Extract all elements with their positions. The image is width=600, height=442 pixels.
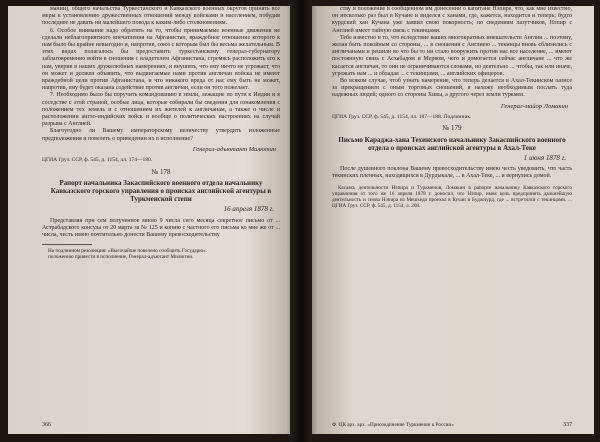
left-text-column xyxy=(42,6,280,261)
document-title: Письмо Караджа-хана Техинского начальнику Закаспийского военного отдела о происках английской агентуры в Ахал-Теке xyxy=(338,135,566,152)
left-paragraph: Представляя при сем полученное мною 9 числа сего месяца секретное письмо от ... Астрабадского консула от 20 марта за № 125 и копию с частного его письма ко мне же от ... числа, честь имею почтительно донести Вашему превосходительству xyxy=(42,217,280,238)
right-page-footer xyxy=(332,422,572,428)
document-signature: Генерал-адъютант Милютин xyxy=(192,145,276,153)
right-paragraph: Во всяком случае, чтоб узнать намерение, что теперь делается в Ахал-Текинском оазисе за прекращением с оным торговых сношений, я нахожу необходимым послать туда надежных людей; одного со стороны Хивы, а другого через земли туркмен. xyxy=(332,78,572,99)
left-page xyxy=(8,6,298,434)
page-number: 366 xyxy=(42,422,51,428)
left-page-footer xyxy=(42,422,280,428)
book-spine-gutter xyxy=(290,0,312,442)
left-paragraph: 6. Особое внимание надо обратить на то, чтобы принимаемые военные движения не сделали неблагоприятного впечатления на Афганистан, враждебное отношение которого к нам было бы крайне невыгодно и, напротив, союз с которым был бы весьма желательным. В этих видах полагалось бы предоставить туркестанскому генерал-губернатору заблаговременно войти в сношения с владетелем Афганистана, стремясь расположить его к нам, уверив в наших дружелюбных намерениях, и внушить, что ему ничто не угрожает, что он может и должен объявить, что выдвигаемые нами против англичан войска не имеют враждебной цели против Афганистана, и что никакого вреда от нас ему быть не может, напротив, ему будет оказана содействие против англичан, если он того пожелает. xyxy=(42,27,280,92)
document-number: № 178 xyxy=(151,167,171,176)
document-number: № 179 xyxy=(442,124,462,133)
right-paragraph: После душевного поклона Вашему превосходительству имею честь уведомить, что часть текинских пленных, находящихся в Дурдыкале, ... в Ахал-Теке, ... и вернулись домой. xyxy=(332,166,572,180)
left-paragraph: Благоугодно ли Вашему императорскому величеству утвердить изложенные предположения и повелеть о приведении их в исполнение? xyxy=(42,128,280,142)
document-title: Рапорт начальника Закаспийского военного отдела начальнику Кавказского горского управления о происках английской агентуры в Туркменской степи xyxy=(50,178,272,204)
footnote: На подлинном резолюция: «Высочайше повелено сообщить Государю». xyxy=(48,248,207,255)
document-signature: Генерал-майор Ломакин xyxy=(500,102,568,110)
document-date: 16 апреля 1878 г. xyxy=(223,205,274,214)
footnote: положению привести в исполнение, Генерал-адъютант Милютин. xyxy=(48,254,194,261)
footnote: Касаясь деятельности Нэпира и Туркменов, Ломакин в рапорте начальнику Кавказского горского управления от того же 16 апреля 1878 г. доносил, что Нэпир, имея цель предпринять дальнейшую деятельность и снова Нэпира из Мешхеда проехал в Кучан и Буджнурд, где ... встретился с текинцами. ... ЦГИА Груз. ССР, ф. 545, д. 1154, л. 208. xyxy=(332,184,572,210)
archive-source: ЦГИА Груз. ССР, ф. 545, д. 1154, лл. 187—188. Подлинник. xyxy=(332,113,472,120)
right-paragraph: ству и положение в сообщенном им донесении о капитане Нэпире, что, как мне известно, он несколько раз был в Кучане и виделся с ханами, где, кажется, находится и теперь; будто курдский хан Кучана уже заявил свою покорность; по сведениям лазутчиков, Нэпир с Англией имеет тайную связь с текинцами. xyxy=(332,6,572,34)
left-paragraph: 7. Необходимо было бы поручить командованию в земли, лежащие по пути к Индии и в соседстве с этой страной, особые лица, которые собирали бы сведения для ознакомления с положением тех земель и с отношением их жителей к англичанам, а также о числе и расположении англо-индийских войск и вообще о политических настроениях на случай разрыва с Англией. xyxy=(42,92,280,128)
page-number: 337 xyxy=(563,422,572,428)
footnote-rule xyxy=(42,244,92,245)
document-date: 1 июня 1878 г. xyxy=(523,153,566,162)
right-text-column xyxy=(332,6,572,209)
archive-source: ЦГИА Груз. ССР, ф. 545, д. 1154, лл. 174—180. xyxy=(42,157,153,164)
right-page xyxy=(306,6,594,434)
right-paragraph: Тебе известно и то, что вследствие ваших многократных вмешательств Англии ... поэтому, желая быть покойным со стороны, ... в сношения с Англиею ... текинцы вновь сблизились с англичанами и решили во что бы то ни стало вооружить против нас все население, ... имеют постоянную связь с Асхабадом и Мервом, чего и домогается сейчас англичане ... что же касается англичан, то они не ограничиваются словами, но деятельно ... чтобы, так или иначе, угрожать нам ... и обладая ... с текинцами, ... английских офицеров. xyxy=(332,34,572,77)
running-footer: Ф. ЦК арх. арх. «Присоединение Туркмении к России» xyxy=(332,422,454,428)
left-paragraph: мании), общего начальства Туркестанского и Кавказского военных округов принять все меры к установлению дружественных отношений между войсками и населением, побудив последнее не давать ни малейшего повода к каким-либо столкновениям. xyxy=(42,6,280,27)
